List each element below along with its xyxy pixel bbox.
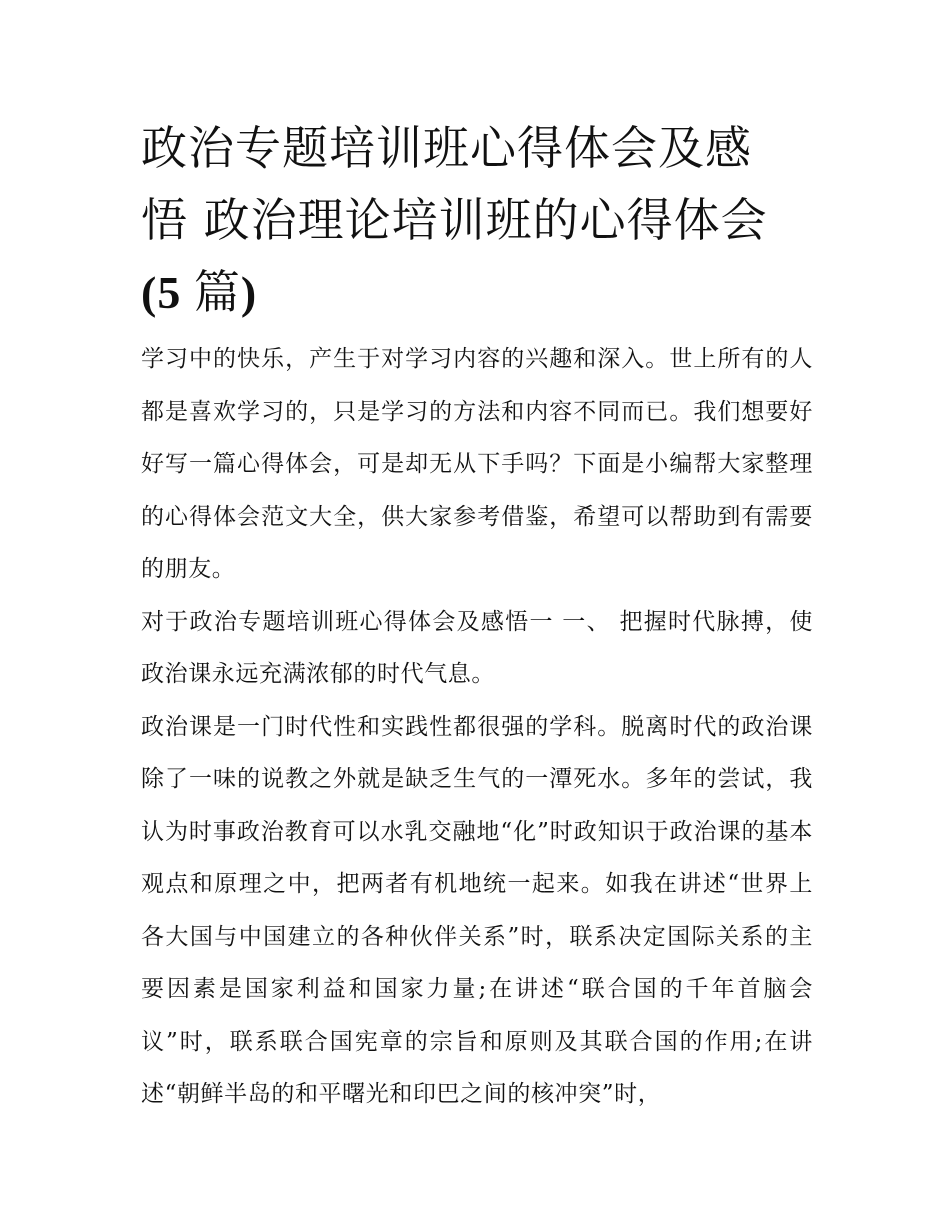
intro-paragraph: 学习中的快乐，产生于对学习内容的兴趣和深入。世上所有的人都是喜欢学习的，只是学习的方法和内容不同而已。我们想要好好写一篇心得体会，可是却无从下手吗？下面是小编帮大家整理的心得体会范文大全，供大家参考借鉴，希望可以帮助到有需要的朋友。	[141, 346, 813, 582]
document-body	[141, 112, 813, 1121]
body-paragraph: 政治课是一门时代性和实践性都很强的学科。脱离时代的政治课除了一味的说教之外就是缺乏生气的一潭死水。多年的尝试，我认为时事政治教育可以水乳交融地“化”时政知识于政治课的基本观点和原理之中，把两者有机地统一起来。如我在讲述“世界上各大国与中国建立的各种伙伴关系”时，联系决定国际关系的主要因素是国家利益和国家力量;在讲述“联合国的千年首脑会议”时，联系联合国宪章的宗旨和原则及其联合国的作用;在讲述“朝鲜半岛的和平曙光和印巴之间的核冲突”时，	[141, 713, 813, 1107]
title-count-open: (5	[141, 267, 194, 318]
document-title	[141, 112, 813, 329]
title-line-1: 政治专题培训班心得体会及感	[141, 121, 752, 175]
title-count-close: )	[240, 267, 258, 318]
title-count-char: 篇	[193, 265, 241, 319]
section-heading-paragraph: 对于政治专题培训班心得体会及感悟一 一、 把握时代脉搏，使政治课永远充满浓郁的时代气息。	[141, 608, 813, 687]
title-line-2: 悟 政治理论培训班的心得体会	[141, 193, 768, 247]
